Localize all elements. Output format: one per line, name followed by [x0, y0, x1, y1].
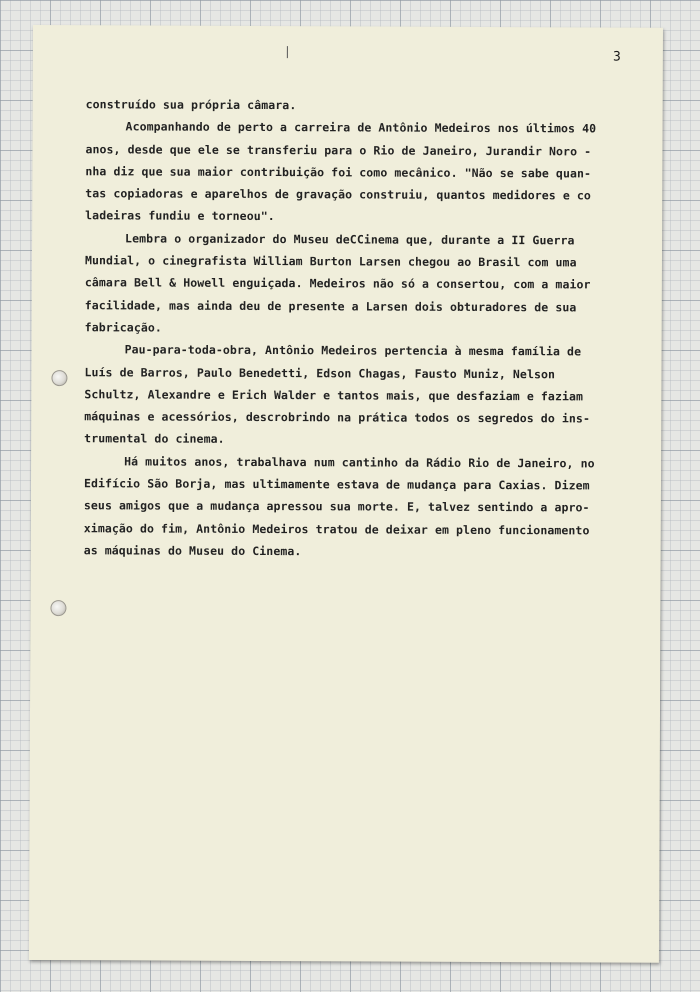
text-line: Lembra o organizador do Museu deCCinema que, durante a II Guerra	[125, 231, 575, 248]
text-line: ximação do fim, Antônio Medeiros tratou de deixar em pleno funcionamento	[83, 520, 590, 538]
text-line: construído sua própria câmara.	[85, 97, 297, 113]
punch-hole-icon	[50, 600, 66, 616]
text-line: Edifício São Borja, mas ultimamente estava de mudança para Caxias. Dizem	[83, 476, 590, 493]
text-line: facilidade, mas ainda deu de presente a Larsen dois obturadores de sua	[84, 297, 577, 315]
text-line: ladeiras fundiu e torneou".	[85, 208, 275, 224]
punch-hole-icon	[51, 370, 67, 386]
page-number: 3	[613, 49, 621, 65]
text-line: Luís de Barros, Paulo Benedetti, Edson Chagas, Fausto Muniz, Nelson	[84, 364, 556, 381]
text-line: seus amigos que a mudança apressou sua morte. E, talvez sentindo a apro-	[83, 498, 590, 515]
text-line: Acompanhando de perto a carreira de Antônio Medeiros nos últimos 40	[125, 119, 597, 136]
text-line: nha diz que sua maior contribuição foi como mecânico. "Não se sabe quan-	[85, 164, 592, 181]
text-line: fabricação.	[84, 320, 162, 335]
pencil-tick-mark	[287, 46, 288, 58]
paper-sheet	[29, 25, 663, 963]
text-line: máquinas e acessórios, descrobrindo na prática todos os segredos do ins-	[84, 409, 591, 426]
text-line: Há muitos anos, trabalhava num cantinho da Rádio Rio de Janeiro, no	[124, 454, 595, 471]
typewritten-text	[84, 93, 636, 564]
text-line: tas copiadoras e aparelhos de gravação construiu, quantos medidores e co	[85, 186, 591, 203]
text-line: câmara Bell & Howell enguiçada. Medeiros não só a consertou, com a maior	[84, 275, 591, 292]
text-line: anos, desde que ele se transferiu para o Rio de Janeiro, Jurandir Noro -	[85, 141, 592, 159]
text-line: Pau-para-toda-obra, Antônio Medeiros pertencia à mesma família de	[124, 342, 582, 359]
text-line: trumental do cinema.	[84, 431, 225, 447]
text-line: as máquinas do Museu do Cinema.	[83, 543, 302, 559]
text-line: Mundial, o cinegrafista William Burton Larsen chegou ao Brasil com uma	[84, 253, 577, 270]
text-line: Schultz, Alexandre e Erich Walder e tantos mais, que desfaziam e faziam	[84, 387, 584, 404]
